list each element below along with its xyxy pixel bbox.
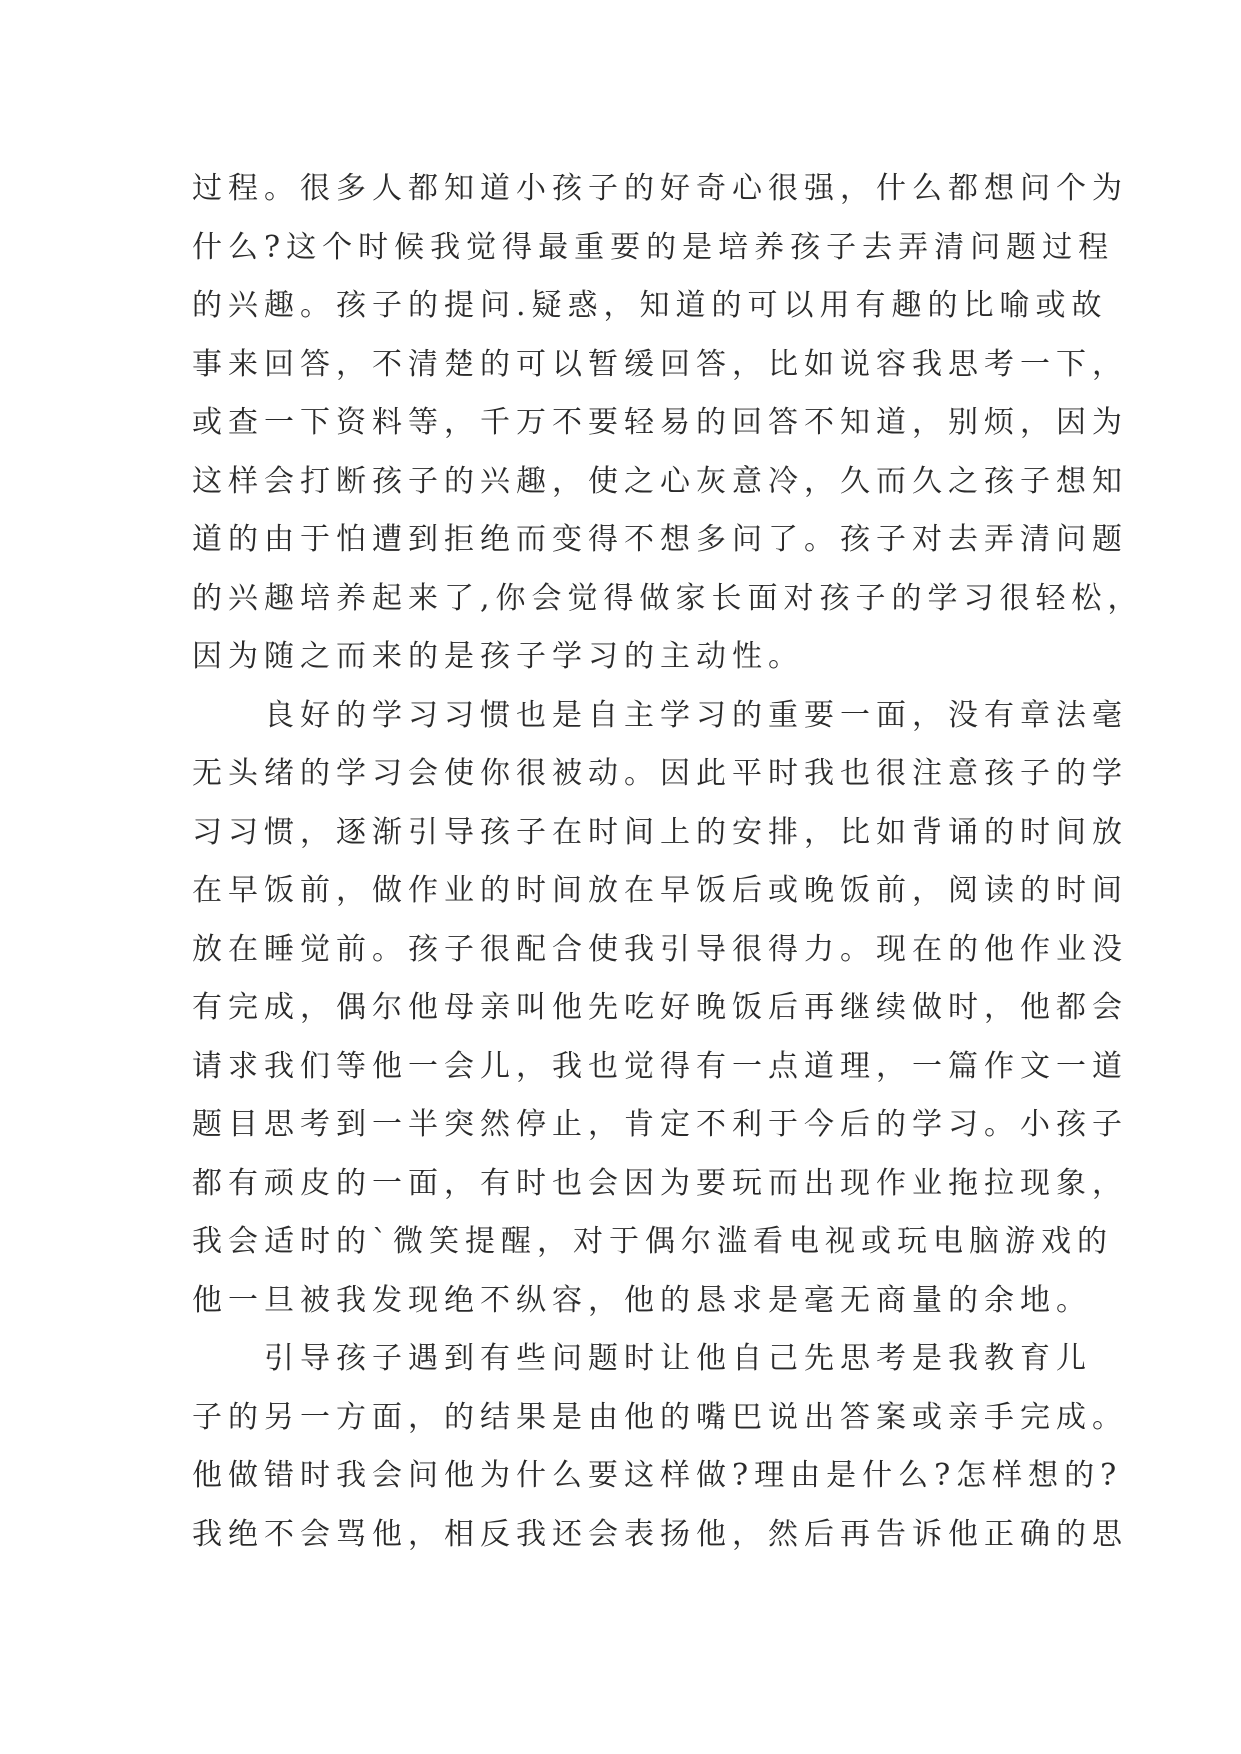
text-line: 都有顽皮的一面，有时也会因为要玩而出现作业拖拉现象， xyxy=(192,1165,1128,1201)
text-line: 的兴趣培养起来了,你会觉得做家长面对孩子的学习很轻松， xyxy=(192,580,1144,616)
text-line: 在早饭前，做作业的时间放在早饭后或晚饭前，阅读的时间 xyxy=(192,873,1128,908)
text-line: 因为随之而来的是孩子学习的主动性。 xyxy=(192,639,804,674)
text-line: 什么?这个时候我觉得最重要的是培养孩子去弄清问题过程 xyxy=(192,229,1115,265)
text-line: 的兴趣。孩子的提问.疑惑，知道的可以用有趣的比喻或故 xyxy=(192,288,1108,323)
text-line: 我绝不会骂他，相反我还会表扬他，然后再告诉他正确的思 xyxy=(192,1516,1128,1552)
text-line: 无头绪的学习会使你很被动。因此平时我也很注意孩子的学 xyxy=(192,756,1128,791)
text-line: 题目思考到一半突然停止，肯定不利于今后的学习。小孩子 xyxy=(192,1107,1128,1142)
text-line: 我会适时的`微笑提醒，对于偶尔滥看电视或玩电脑游戏的 xyxy=(192,1224,1113,1259)
text-line: 有完成，偶尔他母亲叫他先吃好晚饭后再继续做时，他都会 xyxy=(192,990,1128,1025)
paragraph-first-line: 引导孩子遇到有些问题时让他自己先思考是我教育儿 xyxy=(264,1341,1092,1376)
text-line: 道的由于怕遭到拒绝而变得不想多问了。孩子对去弄清问题 xyxy=(192,522,1128,557)
text-line: 或查一下资料等，千万不要轻易的回答不知道，别烦，因为 xyxy=(192,405,1128,440)
text-line: 他做错时我会问他为什么要这样做?理由是什么?怎样想的? xyxy=(192,1458,1123,1493)
text-line: 子的另一方面，的结果是由他的嘴巴说出答案或亲手完成。 xyxy=(192,1399,1128,1435)
text-line: 请求我们等他一会儿，我也觉得有一点道理，一篇作文一道 xyxy=(192,1048,1128,1084)
document-body xyxy=(192,160,1144,1564)
paragraph-first-line: 良好的学习习惯也是自主学习的重要一面，没有章法毫 xyxy=(264,697,1128,733)
text-line: 过程。很多人都知道小孩子的好奇心很强，什么都想问个为 xyxy=(192,171,1128,206)
text-line: 事来回答，不清楚的可以暂缓回答，比如说容我思考一下， xyxy=(192,346,1128,382)
text-line: 放在睡觉前。孩子很配合使我引导很得力。现在的他作业没 xyxy=(192,931,1128,967)
text-line: 这样会打断孩子的兴趣，使之心灰意冷，久而久之孩子想知 xyxy=(192,463,1128,499)
text-line: 他一旦被我发现绝不纵容，他的恳求是毫无商量的余地。 xyxy=(192,1282,1092,1318)
text-line: 习习惯，逐渐引导孩子在时间上的安排，比如背诵的时间放 xyxy=(192,814,1128,850)
